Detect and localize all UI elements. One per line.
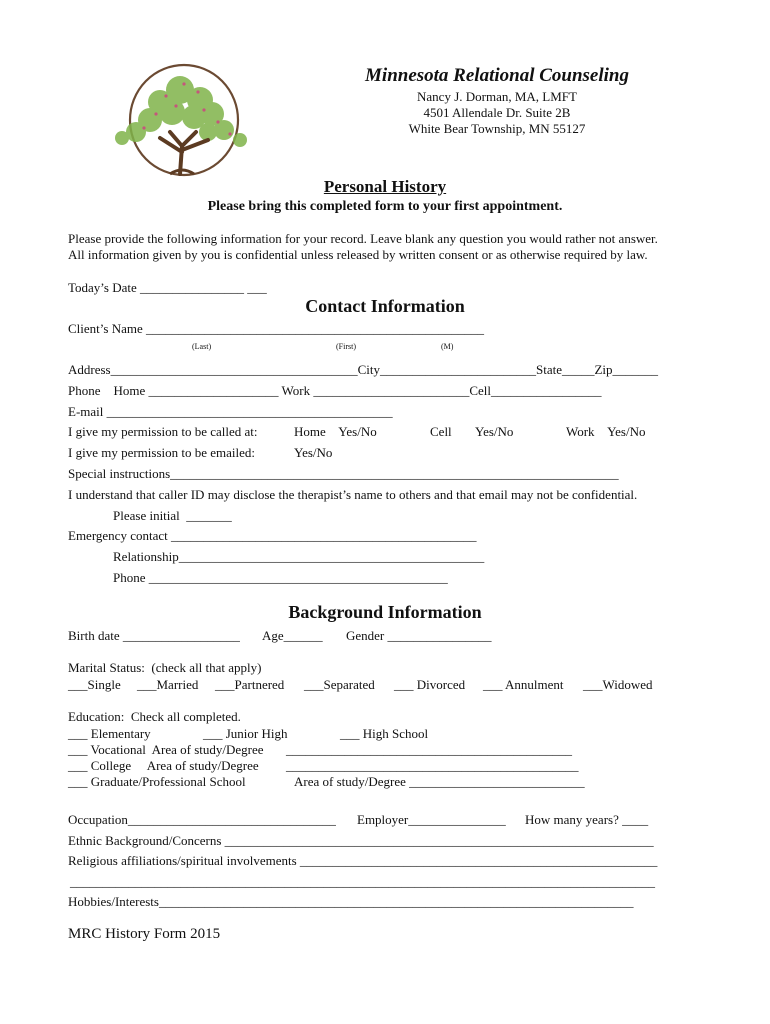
occupation-field[interactable]: Occupation________________________________ (68, 812, 336, 827)
gender-field[interactable]: Gender ________________ (346, 628, 492, 643)
edu-vocational-option[interactable]: ___ Vocational Area of study/Degree (68, 742, 264, 757)
name-last-label: (Last) (192, 342, 212, 351)
marital-divorced-option[interactable]: ___ Divorced (394, 677, 466, 692)
contact-heading: Contact Information (305, 296, 465, 316)
religious-field[interactable]: Religious affiliations/spiritual involvements _______________________________________________________ (68, 853, 658, 868)
address-line-3: White Bear Township, MN 55127 (408, 121, 586, 136)
permission-emailed-label: I give my permission to be emailed: (68, 445, 256, 460)
ethnic-background-field[interactable]: Ethnic Background/Concerns __________________________________________________________________ (68, 833, 654, 848)
name-middle-label: (M) (441, 342, 454, 351)
email-field[interactable]: E-mail ____________________________________________ (68, 404, 393, 419)
form-subtitle: Please bring this completed form to your first appointment. (207, 199, 563, 214)
address-field[interactable]: Address______________________________________City________________________State_____Zip_______ (68, 362, 659, 377)
special-instructions-field[interactable]: Special instructions_____________________________________________________________________ (68, 466, 619, 481)
edu-junior-high-option[interactable]: ___ Junior High (203, 726, 288, 741)
edu-college-option[interactable]: ___ College Area of study/Degree (68, 758, 259, 773)
relationship-field[interactable]: Relationship_______________________________________________ (113, 549, 485, 564)
permission-cell-label: Cell (430, 424, 452, 439)
permission-home-option[interactable]: Home Yes/No (294, 424, 377, 439)
address-line-2: 4501 Allendale Dr. Suite 2B (423, 105, 571, 120)
years-field[interactable]: How many years? ____ (525, 812, 649, 827)
address-line-1: Nancy J. Dorman, MA, LMFT (417, 89, 577, 104)
initial-field[interactable]: Please initial _______ (113, 508, 232, 523)
edu-graduate-option[interactable]: ___ Graduate/Professional School (68, 774, 246, 789)
blank-line-field[interactable]: __________________________________________________________________________________________ (70, 874, 655, 889)
emergency-contact-field[interactable]: Emergency contact _______________________________________________ (68, 528, 477, 543)
marital-separated-option[interactable]: ___Separated (304, 677, 375, 692)
emergency-phone-field[interactable]: Phone ______________________________________________ (113, 570, 448, 585)
permission-emailed-option[interactable]: Yes/No (294, 445, 333, 460)
name-first-label: (First) (336, 342, 356, 351)
edu-vocational-field[interactable]: ____________________________________________ (286, 742, 572, 757)
marital-single-option[interactable]: ___Single (68, 677, 121, 692)
permission-work-option[interactable]: Work Yes/No (566, 424, 646, 439)
hobbies-field[interactable]: Hobbies/Interests_________________________________________________________________________ (68, 894, 634, 909)
todays-date-field[interactable]: Today’s Date ________________ ___ (68, 280, 267, 295)
marital-partnered-option[interactable]: ___Partnered (215, 677, 285, 692)
caller-id-notice: I understand that caller ID may disclose the therapist’s name to others and that email may not be confidential. (68, 487, 638, 502)
age-field[interactable]: Age______ (262, 628, 323, 643)
form-footer: MRC History Form 2015 (68, 926, 221, 942)
edu-elementary-option[interactable]: ___ Elementary (68, 726, 151, 741)
edu-high-school-option[interactable]: ___ High School (340, 726, 429, 741)
background-heading: Background Information (288, 602, 482, 622)
client-name-field[interactable]: Client’s Name ____________________________________________________ (68, 321, 484, 336)
form-title: Personal History (323, 177, 447, 196)
intro-line-1: Please provide the following information for your record. Leave blank any question you would rather not answer. (68, 231, 658, 246)
org-name: Minnesota Relational Counseling (365, 65, 629, 86)
intro-line-2: All information given by you is confidential unless released by written consent or as otherwise required by law. (68, 247, 648, 262)
birth-date-field[interactable]: Birth date __________________ (68, 628, 240, 643)
marital-married-option[interactable]: ___Married (137, 677, 199, 692)
permission-called-label: I give my permission to be called at: (68, 424, 258, 439)
marital-widowed-option[interactable]: ___Widowed (583, 677, 653, 692)
edu-college-field[interactable]: _____________________________________________ (286, 758, 579, 773)
phone-field[interactable]: Phone Home ____________________ Work ________________________Cell_________________ (68, 383, 602, 398)
employer-field[interactable]: Employer_______________ (357, 812, 506, 827)
edu-graduate-field[interactable]: Area of study/Degree ___________________________ (294, 774, 585, 789)
marital-annulment-option[interactable]: ___ Annulment (483, 677, 564, 692)
permission-cell-option[interactable]: Yes/No (475, 424, 514, 439)
marital-status-label: Marital Status: (check all that apply) (68, 660, 262, 675)
education-label: Education: Check all completed. (68, 709, 241, 724)
